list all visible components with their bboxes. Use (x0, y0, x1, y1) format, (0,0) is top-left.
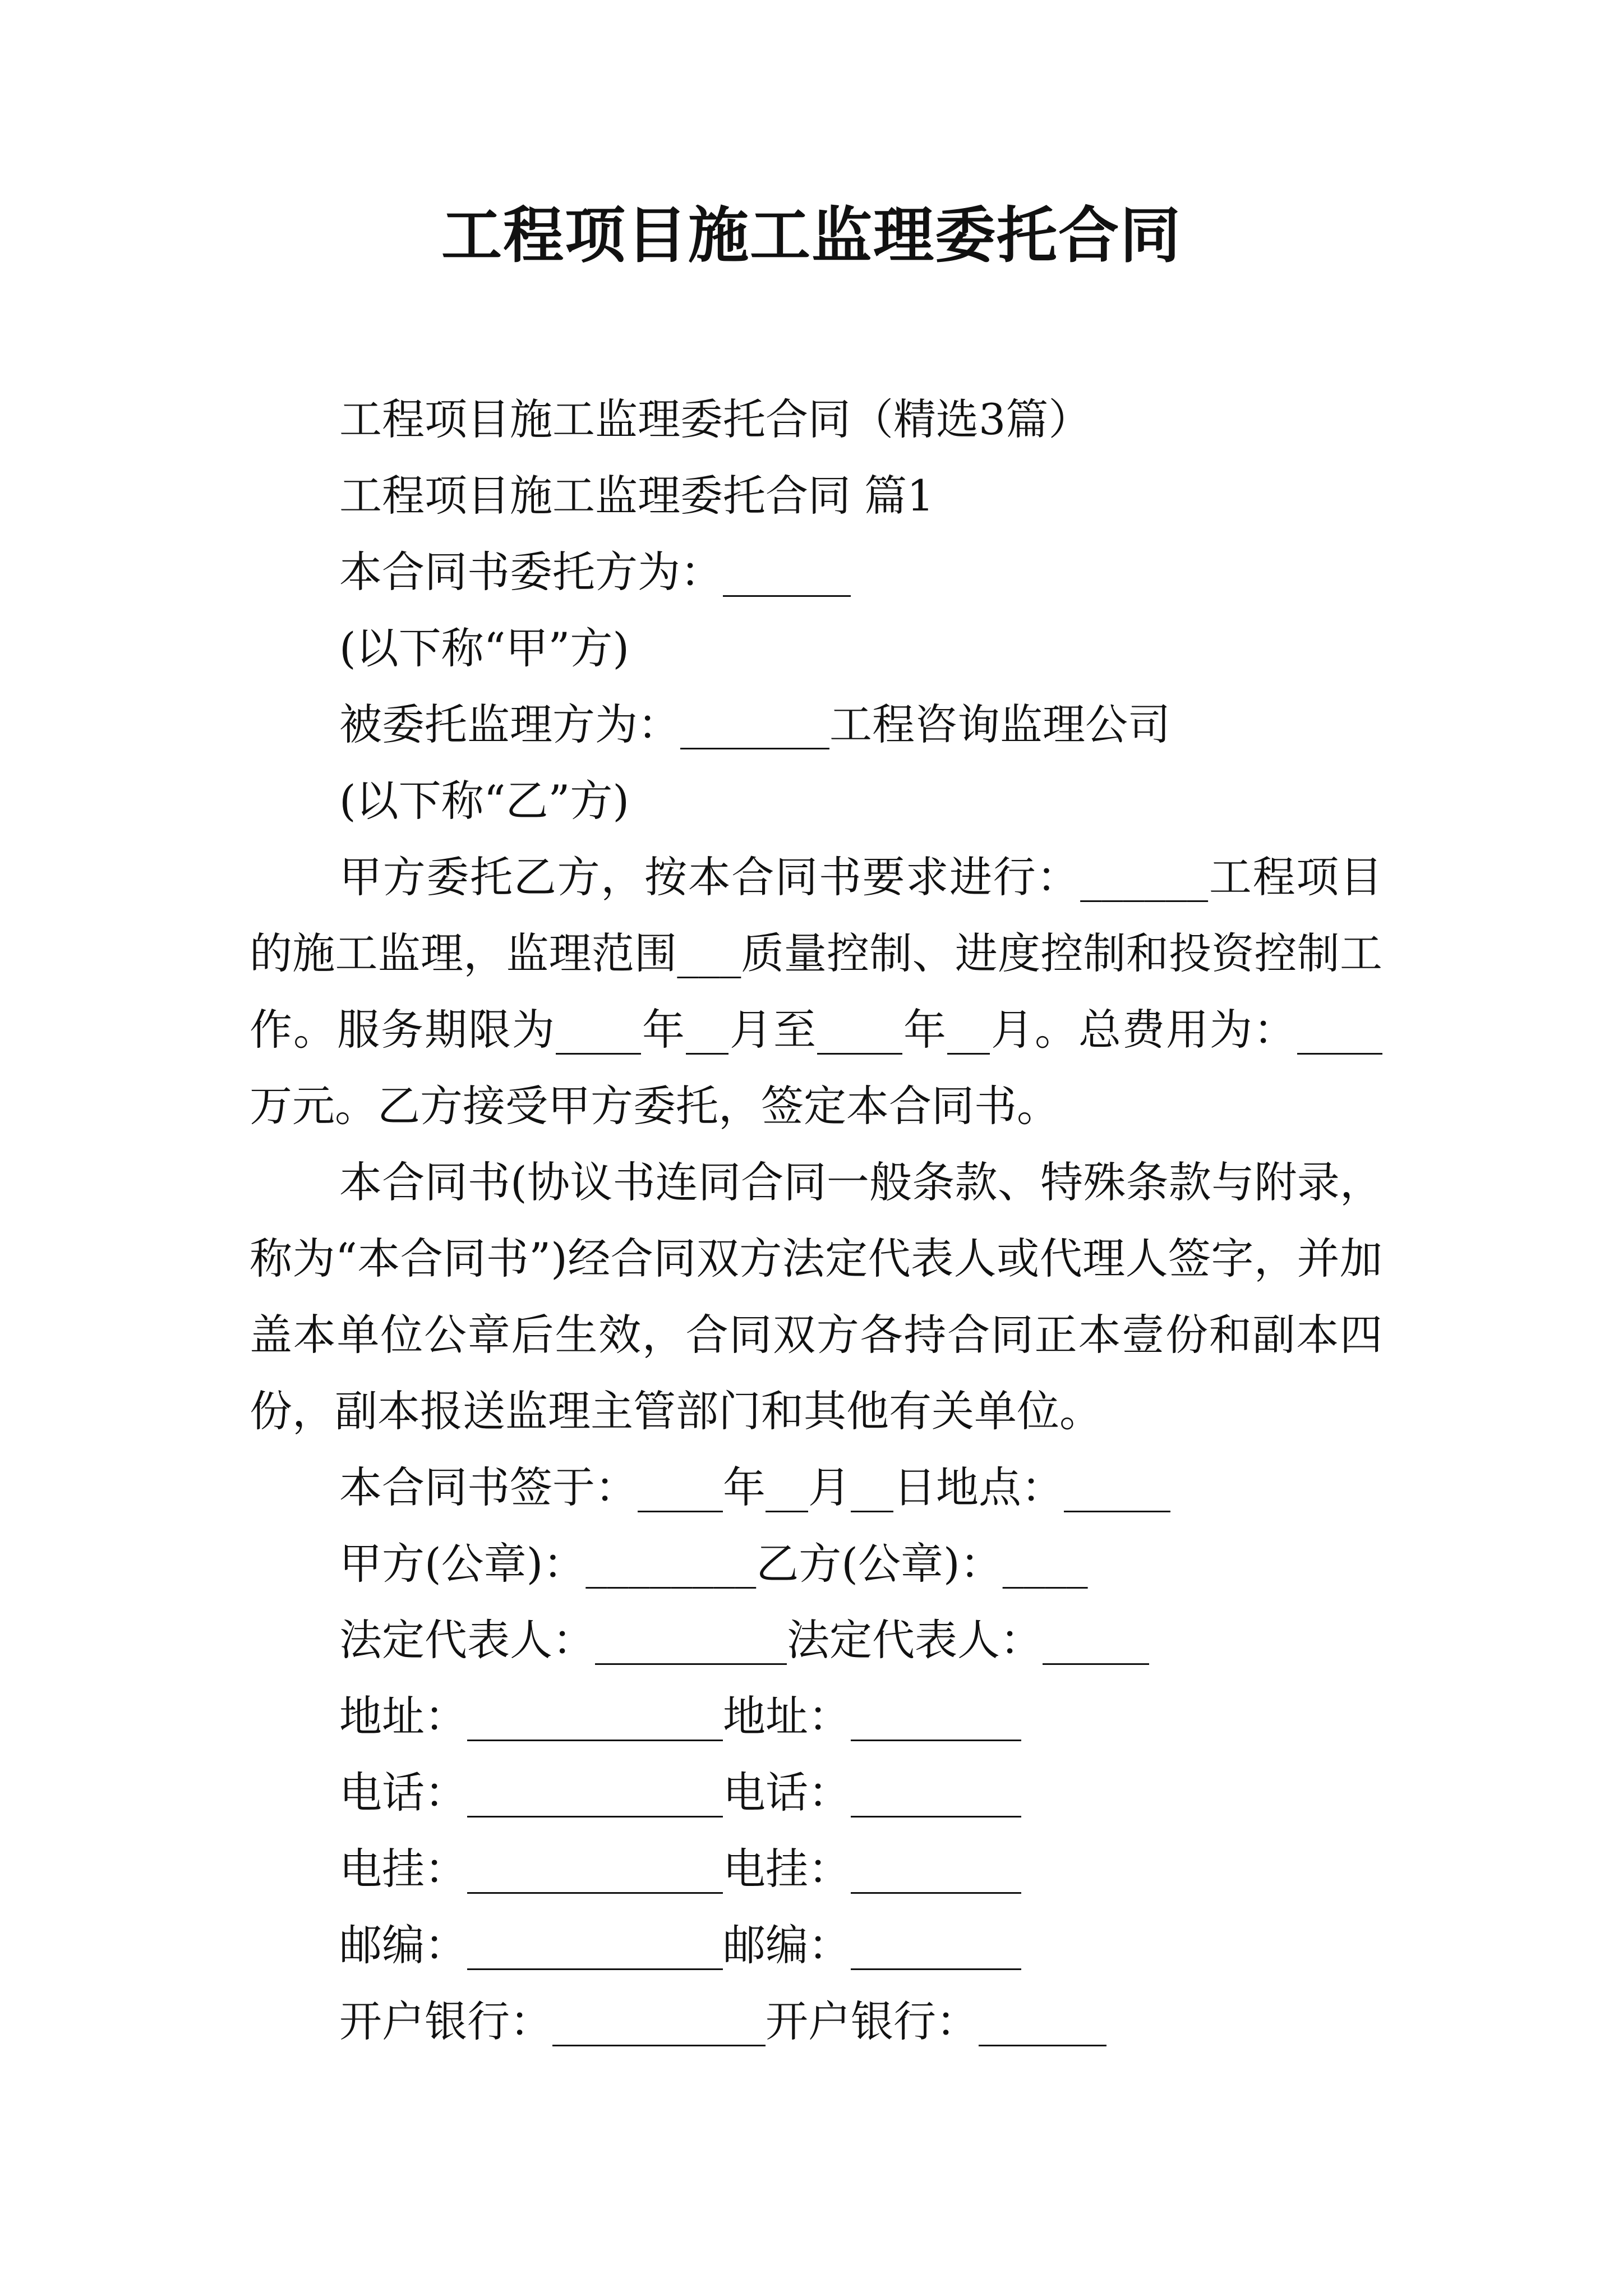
postcode-line: 邮编：____________邮编：________ (339, 1920, 1021, 1970)
seal-line: 甲方(公章)：________乙方(公章)：____ (339, 1539, 1088, 1589)
section-heading: 工程项目施工监理委托合同 篇1 (339, 471, 934, 521)
document-title: 工程项目施工监理委托合同 (441, 200, 1182, 271)
party-b-note: (以下称“乙”方) (339, 776, 630, 826)
client-line: 本合同书委托方为：______ (339, 547, 851, 597)
bank-line: 开户银行：__________开户银行：______ (339, 1996, 1106, 2046)
phone-line: 电话：____________电话：________ (339, 1768, 1021, 1818)
scope-paragraph: 甲方委托乙方，按本合同书要求进行：______工程项目的施工监理，监理范围___质量控制、进度控制和投资控制工作。服务期限为____年__月至____年__月。总费用为：____万元。乙方接受甲方委托，签定本合同书。 (250, 852, 1382, 1131)
telegraph-line: 电挂：____________电挂：________ (339, 1844, 1021, 1894)
party-a-note: (以下称“甲”方) (339, 623, 630, 673)
supervisor-line: 被委托监理方为：_______工程咨询监理公司 (339, 700, 1170, 749)
legal-rep-line: 法定代表人：_________法定代表人：_____ (339, 1615, 1149, 1665)
address-line: 地址：____________地址：________ (339, 1691, 1021, 1741)
document-body (250, 381, 1382, 2060)
validity-paragraph: 本合同书(协议书连同合同一般条款、特殊条款与附录，称为“本合同书”)经合同双方法定代表人或代理人签字，并加盖本单位公章后生效，合同双方各持合同正本壹份和副本四份，副本报送监理主管部门和其他有关单位。 (250, 1157, 1382, 1436)
subtitle-line: 工程项目施工监理委托合同（精选3篇） (339, 394, 1091, 444)
signing-date-line: 本合同书签于：____年__月__日地点：_____ (339, 1462, 1170, 1512)
